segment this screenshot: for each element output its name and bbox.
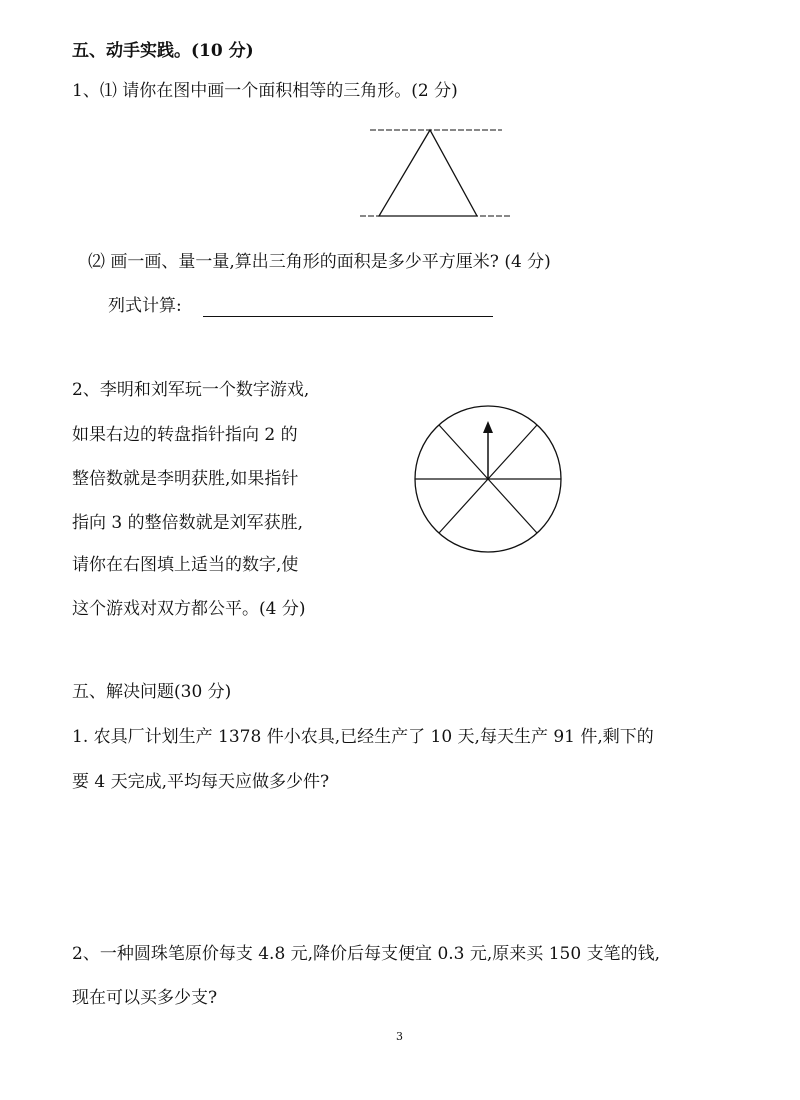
question-2-line: 2、李明和刘军玩一个数字游戏,: [72, 380, 310, 400]
question-2-line: 如果右边的转盘指针指向 2 的: [72, 425, 298, 445]
problem-1-line-2: 要 4 天完成,平均每天应做多少件?: [72, 772, 330, 792]
page-number: 3: [396, 1030, 403, 1043]
problem-2-line-1: 2、一种圆珠笔原价每支 4.8 元,降价后每支便宜 0.3 元,原来买 150 支笔的钱,: [72, 944, 660, 964]
problem-2-line-2: 现在可以买多少支?: [72, 988, 218, 1008]
question-2-line: 整倍数就是李明获胜,如果指针: [72, 469, 299, 489]
calculation-answer-line[interactable]: [203, 316, 493, 317]
spinner-pointer-arrowhead: [483, 421, 493, 433]
section-title-practice: 五、动手实践。(10 分): [72, 41, 254, 61]
question-2-line: 这个游戏对双方都公平。(4 分): [72, 599, 306, 619]
section-title-problem-solving: 五、解决问题(30 分): [72, 682, 232, 702]
question-2-line: 指向 3 的整倍数就是刘军获胜,: [72, 513, 304, 533]
spinner-wheel: [410, 405, 570, 557]
triangle-shape: [379, 130, 477, 216]
question-1-part-2: ⑵ 画一画、量一量,算出三角形的面积是多少平方厘米? (4 分): [88, 252, 551, 272]
question-2-line: 请你在右图填上适当的数字,使: [72, 555, 299, 575]
question-1-part-1: 1、⑴ 请你在图中画一个面积相等的三角形。(2 分): [72, 81, 458, 101]
calculation-label: 列式计算:: [108, 296, 182, 316]
problem-1-line-1: 1. 农具厂计划生产 1378 件小农具,已经生产了 10 天,每天生产 91 件,剩下的: [72, 727, 654, 747]
triangle-figure: [350, 120, 520, 230]
